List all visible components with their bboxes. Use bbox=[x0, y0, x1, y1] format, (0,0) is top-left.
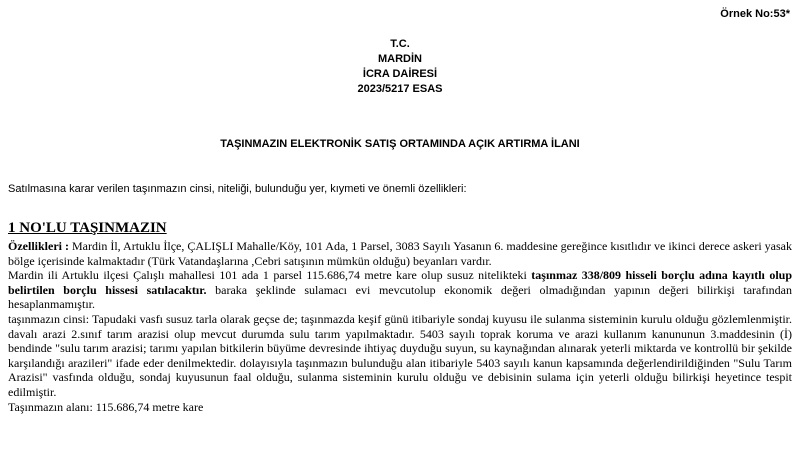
type-paragraph: taşınmazın cinsi: Tapudaki vasfı susuz tarla olarak geçse de; taşınmazda keşif günü itibariyle sondaj kuyusu ile sulanma sisteminin kurulu olduğu gözlemlenmiştir. davalı arazi 2.sınıf tarım arazisi olup mevcut durumda sulu tarım yapılmaktadır. 5403 sayılı toprak koruma ve arazi kullanım kanununun 3.maddesinin (İ) bendinde "sulu tarım arazisi; tarımı yapılan bitkilerin büyüme devresinde ihtiyaç duyduğu suyun, su kaynağından alınarak yeterli miktarda ve kontrollü bir şekilde karşılandığı arazileri" ifade eder denilmektedir. dolayısıyla taşınmazın bulunduğu alan itibariyle 5403 sayılı kanun kapsamında değerlendirildiğinden "Sulu Tarım Arazisi" vasfında olduğu, sondaj kuyusunun faal olduğu, sulanma sisteminin kurulu olduğu ve debisinin sulama için yeterli olduğu bilirkişi heyetince tespit edilmiştir. bbox=[8, 311, 792, 399]
example-number: Örnek No:53* bbox=[720, 8, 790, 20]
header-office: İCRA DAİRESİ bbox=[362, 68, 438, 80]
share-text-post: baraka şeklinde sulamacı evi mevcutolup ekonomik değeri olmadığından yapının değeri bilirkişi tarafından hesaplanmamıştır. bbox=[8, 282, 792, 312]
features-text: Mardin İl, Artuklu İlçe, ÇALIŞLI Mahalle/Köy, 101 Ada, 1 Parsel, 3083 Sayılı Yasanın 6. maddesine gereğince kısıtlıdır ve ikinci derece askeri yasak bölge içerisinde kalmaktadır (Türk Vatandaşlarına ,Cebri satışının mümkün olduğu) beyanları vardır. bbox=[8, 239, 792, 268]
property-details bbox=[8, 239, 792, 414]
features-label: Özellikleri : bbox=[8, 239, 69, 253]
intro-text: Satılmasına karar verilen taşınmazın cinsi, niteliği, bulunduğu yer, kıymeti ve önemli özellikleri: bbox=[8, 183, 467, 195]
share-paragraph bbox=[8, 268, 792, 312]
share-text-bold: taşınmaz 338/809 hisseli borçlu adına kayıtlı olup belirtilen borçlu hissesi satılacaktır. bbox=[8, 268, 793, 297]
header-case-number: 2023/5217 ESAS bbox=[357, 83, 443, 95]
header-tc: T.C. bbox=[390, 38, 410, 50]
share-text-pre: Mardin ili Artuklu ilçesi Çalışlı mahallesi 101 ada 1 parsel 115.686,74 metre kare olup susuz nitelikteki bbox=[8, 268, 532, 283]
section-title: 1 NO'LU TAŞINMAZIN bbox=[8, 220, 167, 236]
header-city: MARDİN bbox=[378, 53, 422, 65]
announcement-title: TAŞINMAZIN ELEKTRONİK SATIŞ ORTAMINDA AÇIK ARTIRMA İLANI bbox=[220, 138, 580, 150]
document-header bbox=[0, 37, 800, 97]
area-paragraph: Taşınmazın alanı: 115.686,74 metre kare bbox=[8, 399, 204, 414]
features-paragraph bbox=[8, 239, 792, 268]
